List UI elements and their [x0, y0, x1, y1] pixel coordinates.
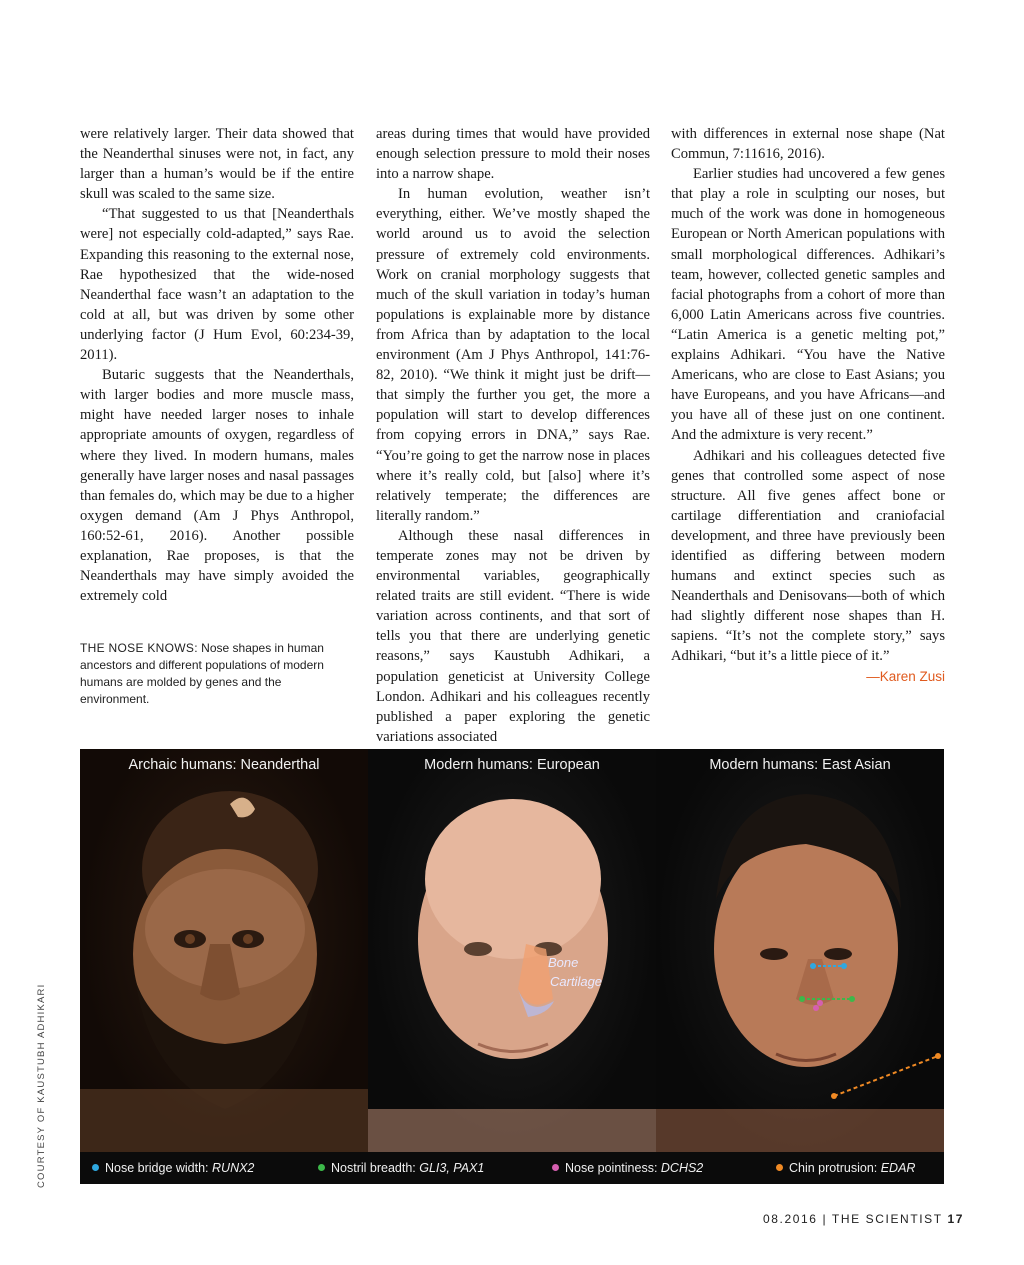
legend-gene: EDAR: [880, 1161, 916, 1175]
paragraph: Although these nasal differences in temperate zones may not be driven by environmental variables, geographically related traits are still evident. “There is wide variation across continents, and that sort of tells you that there are underlying genetic reasons,” says Kaustubh Adhikari, a population geneticist at University College London. Adhikari and his colleagues recently published a paper exploring the genetic variations associated: [376, 527, 650, 745]
legend-gene: DCHS2: [660, 1161, 704, 1175]
caption-text: Nose shapes in human ancestors and different populations of modern humans are molded by genes and the environment.: [80, 641, 324, 706]
paragraph: areas during times that would have provided enough selection pressure to mold their noses into a narrow shape.: [376, 126, 650, 183]
legend-item: [318, 1161, 484, 1175]
blue-dot-icon: [92, 1164, 99, 1171]
article-column-3: [671, 124, 945, 687]
nose-figure: [80, 749, 944, 1184]
legend-item: [776, 1161, 915, 1175]
panel-east-asian: [656, 749, 944, 1152]
paragraph: “That suggested to us that [Neanderthals were] not especially cold-adapted,” says Rae. Expanding this reasoning to the external nose, Rae hypothesized that the wide-nosed Neanderthal face wasn’t an adaptation to the cold at all, but was driven by some other underlying factor (J Hum Evol, 60:234-39, 2011).: [80, 206, 354, 364]
author-signature: —Karen Zusi: [866, 668, 945, 684]
legend-label: Nostril breadth:: [331, 1161, 420, 1175]
paragraph: In human evolution, weather isn’t everything, either. We’ve mostly shaped the world around us to avoid the selection pressure of extremely cold environments. Work on cranial morphology suggests that much of the skull variation in today’s human populations is explainable more by distance from Africa than by adaptation to the local environment (Am J Phys Anthropol, 141:76-82, 2010). “We think it might just be drift—that simply the further you get, the more a population will start to develop differences from copying errors in DNA,” says Rae. “You’re going to get the narrow nose in places where it’s really cold, but [also] where it’s relatively temperate; the differences are literally random.”: [376, 186, 650, 524]
east-asian-face-image: [656, 749, 944, 1152]
pink-dot-icon: [552, 1164, 559, 1171]
green-dot-icon: [318, 1164, 325, 1171]
legend-gene: GLI3, PAX1: [419, 1161, 485, 1175]
paragraph: Butaric suggests that the Neanderthals, with larger bodies and more muscle mass, might have needed larger noses to inhale appropriate amounts of oxygen, regardless of where they lived. In modern humans, males generally have larger noses and nasal passages than females do, which may be due to a higher oxygen demand (Am J Phys Anthropol, 160:52-61, 2016). Another possible explanation, Rae proposes, is that the Neanderthals may have simply avoided the extremely cold: [80, 367, 354, 605]
figure-legend: [80, 1152, 944, 1184]
panel-title: Archaic humans: Neanderthal: [128, 757, 320, 773]
legend-item: [552, 1161, 703, 1175]
paragraph: were relatively larger. Their data showed that the Neanderthal sinuses were not, in fact, any larger than a human’s would be if the entire skull was scaled to the same size.: [80, 126, 354, 203]
european-face-image: [368, 749, 656, 1152]
legend-label: Chin protrusion:: [789, 1161, 881, 1175]
paragraph: Earlier studies had uncovered a few genes that play a role in sculpting our noses, but much of the work was done in homogeneous European or North American populations with small morphological differences. Adhikari’s team, however, collected genetic samples and facial photographs from a cohort of more than 6,000 Latin Americans across five countries. “Latin America is a genetic melting pot,” explains Adhikari. “You have the Native Americans, who are close to East Asians; you have Europeans, and you have Africans—and you have all of these just on one continent. And the admixture is very recent.”: [671, 166, 945, 444]
legend-item: [92, 1161, 254, 1175]
legend-label: Nose pointiness:: [565, 1161, 661, 1175]
orange-dot-icon: [776, 1164, 783, 1171]
legend-label: Nose bridge width:: [105, 1161, 213, 1175]
panel-neanderthal: [80, 749, 368, 1152]
article-column-1: [80, 124, 354, 606]
cartilage-label: Cartilage: [550, 974, 603, 989]
legend-gene: RUNX2: [212, 1161, 255, 1175]
photo-credit: COURTESY OF KAUSTUBH ADHIKARI: [36, 983, 47, 1188]
bone-label: Bone: [548, 955, 579, 970]
figure-caption: [80, 640, 352, 708]
paragraph: with differences in external nose shape (Nat Commun, 7:11616, 2016).: [671, 126, 945, 163]
caption-title: THE NOSE KNOWS:: [80, 641, 198, 655]
panel-title: Modern humans: European: [424, 757, 600, 773]
neanderthal-face-image: [80, 749, 368, 1152]
article-column-2: [376, 124, 650, 747]
panel-european: [368, 749, 656, 1152]
paragraph: Adhikari and his colleagues detected five genes that controlled some aspect of nose structure. All five genes affect bone or cartilage differentiation and craniofacial development, and three have previously been identified as differing between modern humans and extinct species such as Neanderthals and Denisovans—both of which had slightly different nose shapes than H. sapiens. “It’s not the complete story,” says Adhikari, “but it’s a little piece of it.”: [671, 447, 945, 665]
page-number: 17: [947, 1212, 964, 1226]
issue-info: 08.2016 | THE SCIENTIST: [762, 1212, 948, 1226]
panel-title: Modern humans: East Asian: [709, 757, 891, 773]
page-footer: [763, 1212, 964, 1226]
